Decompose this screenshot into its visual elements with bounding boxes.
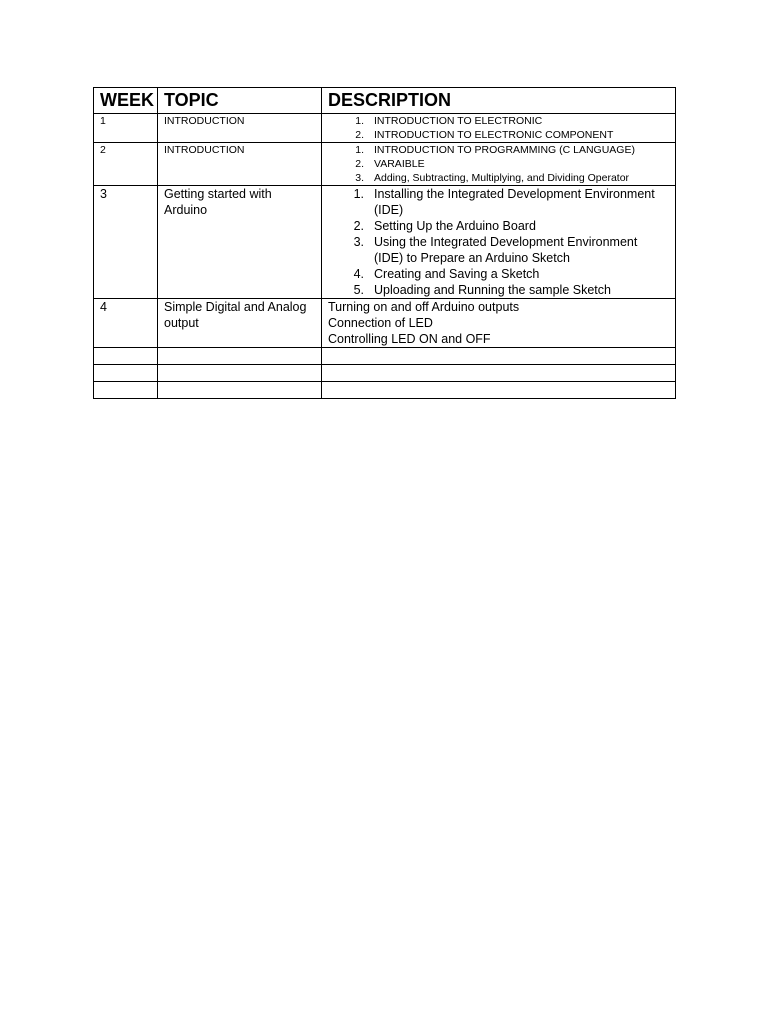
week-cell: 1 bbox=[94, 114, 158, 143]
list-item-text: Creating and Saving a Sketch bbox=[374, 267, 540, 281]
empty-cell bbox=[322, 382, 676, 399]
list-item bbox=[328, 186, 669, 218]
list-item bbox=[328, 282, 669, 298]
week-cell: 2 bbox=[94, 143, 158, 186]
list-item-number: 1. bbox=[355, 115, 364, 127]
header-topic: TOPIC bbox=[158, 88, 322, 114]
description-cell bbox=[322, 186, 676, 299]
table-row bbox=[94, 186, 676, 299]
description-line: Controlling LED ON and OFF bbox=[328, 332, 491, 346]
description-cell bbox=[322, 143, 676, 186]
list-item-text: INTRODUCTION TO ELECTRONIC COMPONENT bbox=[374, 129, 614, 141]
description-line: Turning on and off Arduino outputs bbox=[328, 300, 520, 314]
list-item bbox=[328, 128, 669, 142]
empty-cell bbox=[322, 365, 676, 382]
empty-row bbox=[94, 365, 676, 382]
list-item-text: INTRODUCTION TO PROGRAMMING (C LANGUAGE) bbox=[374, 144, 635, 156]
week-cell: 3 bbox=[94, 186, 158, 299]
list-item-number: 1. bbox=[355, 144, 364, 156]
list-item bbox=[328, 114, 669, 128]
description-cell bbox=[322, 114, 676, 143]
description-line: Connection of LED bbox=[328, 316, 433, 330]
empty-cell bbox=[158, 382, 322, 399]
list-item-number: 1. bbox=[353, 187, 364, 201]
empty-cell bbox=[322, 348, 676, 365]
topic-cell: Getting started with Arduino bbox=[158, 186, 322, 299]
list-item-text: Setting Up the Arduino Board bbox=[374, 219, 536, 233]
syllabus-table bbox=[93, 87, 676, 399]
description-list bbox=[328, 143, 669, 185]
list-item-text: Uploading and Running the sample Sketch bbox=[374, 283, 611, 297]
list-item-text: Adding, Subtracting, Multiplying, and Dividing Operator bbox=[374, 172, 630, 184]
header-week: WEEK bbox=[94, 88, 158, 114]
list-item bbox=[328, 171, 669, 185]
empty-cell bbox=[158, 365, 322, 382]
list-item-number: 3. bbox=[355, 172, 364, 184]
topic-cell: INTRODUCTION bbox=[158, 143, 322, 186]
list-item-number: 4. bbox=[353, 267, 364, 281]
table-row bbox=[94, 299, 676, 348]
list-item-number: 2. bbox=[355, 129, 364, 141]
list-item-number: 2. bbox=[353, 219, 364, 233]
list-item-text: Using the Integrated Development Environment (IDE) to Prepare an Arduino Sketch bbox=[374, 235, 638, 265]
list-item bbox=[328, 234, 669, 266]
empty-cell bbox=[94, 365, 158, 382]
list-item bbox=[328, 266, 669, 282]
list-item-text: VARAIBLE bbox=[374, 158, 425, 170]
empty-row bbox=[94, 348, 676, 365]
topic-cell: Simple Digital and Analog output bbox=[158, 299, 322, 348]
list-item bbox=[328, 218, 669, 234]
table-row bbox=[94, 114, 676, 143]
description-list bbox=[328, 186, 669, 298]
table-row bbox=[94, 143, 676, 186]
description-cell bbox=[322, 299, 676, 348]
empty-cell bbox=[158, 348, 322, 365]
list-item bbox=[328, 157, 669, 171]
header-row bbox=[94, 88, 676, 114]
description-list bbox=[328, 114, 669, 142]
topic-cell: INTRODUCTION bbox=[158, 114, 322, 143]
header-description: DESCRIPTION bbox=[322, 88, 676, 114]
list-item-text: INTRODUCTION TO ELECTRONIC bbox=[374, 115, 543, 127]
empty-cell bbox=[94, 348, 158, 365]
list-item-text: Installing the Integrated Development Environment (IDE) bbox=[374, 187, 655, 217]
list-item bbox=[328, 143, 669, 157]
list-item-number: 3. bbox=[353, 235, 364, 249]
empty-cell bbox=[94, 382, 158, 399]
empty-row bbox=[94, 382, 676, 399]
list-item-number: 5. bbox=[353, 283, 364, 297]
week-cell: 4 bbox=[94, 299, 158, 348]
list-item-number: 2. bbox=[355, 158, 364, 170]
